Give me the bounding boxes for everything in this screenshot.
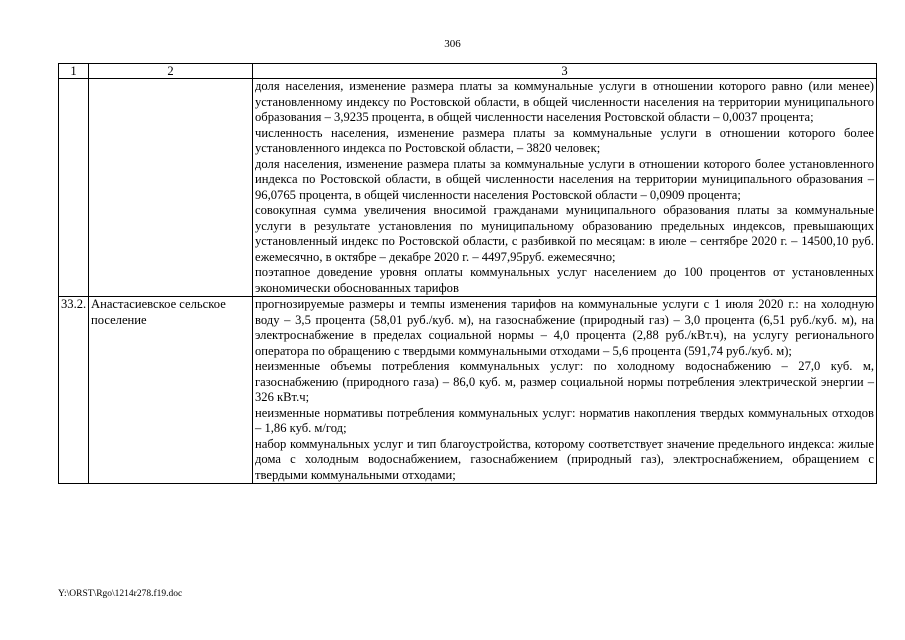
paragraph: набор коммунальных услуг и тип благоустройства, которому соответствует значение предельного индекса: жилые дома с холодным водоснабжением, газоснабжением (природный газ), электроснабжением, обращением с твердыми коммунальными отходами; (255, 436, 874, 482)
paragraph: совокупная сумма увеличения вносимой гражданами муниципального образования платы за коммунальные услуги в результате установления по муниципальному образованию предельных индексов, превышающих установленный индекс по Ростовской области, с разбивкой по месяцам: в июле – сентябре 2020 г. – 14500,10 руб. ежемесячно, в октябре – декабре 2020 г. – 4497,95руб. ежемесячно; (255, 203, 874, 264)
table-header-row (59, 64, 877, 79)
table-row (59, 297, 877, 484)
document-table (58, 63, 877, 484)
header-col-1: 1 (59, 64, 89, 79)
paragraph: доля населения, изменение размера платы за коммунальные услуги в отношении которого более установленного индекса по Ростовской области, в общей численности населения на территории муниципального образования – 96,0765 процента, в общей численности населения Ростовской области – 0,0909 процента; (255, 156, 874, 202)
description-cell (253, 79, 877, 297)
settlement-name: Анастасиевское сельское поселение (89, 297, 253, 484)
table-row (59, 79, 877, 297)
paragraph: неизменные нормативы потребления коммунальных услуг: норматив накопления твердых коммунальных отходов – 1,86 куб. м/год; (255, 405, 874, 435)
description-cell (253, 297, 877, 484)
header-col-3: 3 (253, 64, 877, 79)
settlement-name (89, 79, 253, 297)
paragraph: поэтапное доведение уровня оплаты коммунальных услуг населением до 100 процентов от установленных экономически обоснованных тарифов (255, 265, 874, 295)
header-col-2: 2 (89, 64, 253, 79)
row-number (59, 79, 89, 297)
paragraph: доля населения, изменение размера платы за коммунальные услуги в отношении которого равно (или менее) установленному индексу по Ростовской области, в общей численности населения на территории муниципального образования – 3,9235 процента, в общей численности населения Ростовской области – 0,0037 процента; (255, 79, 874, 124)
page-number: 306 (444, 38, 461, 50)
document-file-path: Y:\ORST\Rgo\1214r278.f19.doc (58, 589, 183, 599)
paragraph: неизменные объемы потребления коммунальных услуг: по холодному водоснабжению – 27,0 куб. м, газоснабжению (природного газа) – 86,0 куб. м, размер социальной нормы потребления электрической энергии – 326 кВт.ч; (255, 359, 874, 404)
paragraph: прогнозируемые размеры и темпы изменения тарифов на коммунальные услуги с 1 июля 2020 г.: на холодную воду – 3,5 процента (58,01 руб./куб. м), на газоснабжение (природный газ) – 3,0 процента (6,51 руб./куб. м), на электроснабжение в пределах социальной нормы – 4,0 процента (2,88 руб./кВт.ч), на услугу регионального оператора по обращению с твердыми коммунальными отходами – 5,6 процента (591,74 руб./куб. м); (255, 297, 874, 358)
row-number: 33.2. (59, 297, 89, 484)
paragraph: численность населения, изменение размера платы за коммунальные услуги в отношении которого более установленного индекса по Ростовской области, – 3820 человек; (255, 125, 874, 155)
